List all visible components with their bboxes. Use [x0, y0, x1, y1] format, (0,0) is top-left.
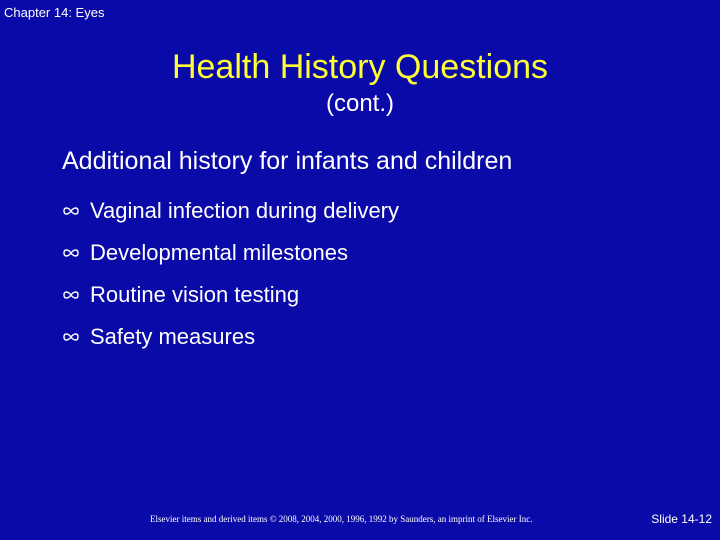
- infinity-bullet-icon: [62, 290, 90, 300]
- chapter-label: Chapter 14: Eyes: [4, 5, 105, 20]
- section-heading: Additional history for infants and children: [62, 147, 513, 175]
- infinity-bullet-icon: [62, 248, 90, 258]
- bullet-item: [62, 274, 399, 316]
- bullet-item: [62, 232, 399, 274]
- infinity-bullet-icon: [62, 332, 90, 342]
- bullet-item: [62, 190, 399, 232]
- slide-subtitle: (cont.): [325, 90, 394, 117]
- infinity-bullet-icon: [62, 206, 90, 216]
- bullet-item: [62, 316, 399, 358]
- slide-title: Health History Questions: [171, 48, 549, 86]
- copyright-notice: Elsevier items and derived items © 2008, 2004, 2000, 1996, 1992 by Saunders, an imprint of Elsevier Inc.: [150, 514, 533, 524]
- slide-number: Slide 14-12: [651, 512, 712, 526]
- bullet-text: Developmental milestones: [90, 240, 349, 265]
- bullet-list: [62, 190, 399, 358]
- bullet-text: Safety measures: [90, 324, 256, 349]
- bullet-text: Routine vision testing: [90, 282, 300, 307]
- bullet-text: Vaginal infection during delivery: [90, 198, 399, 223]
